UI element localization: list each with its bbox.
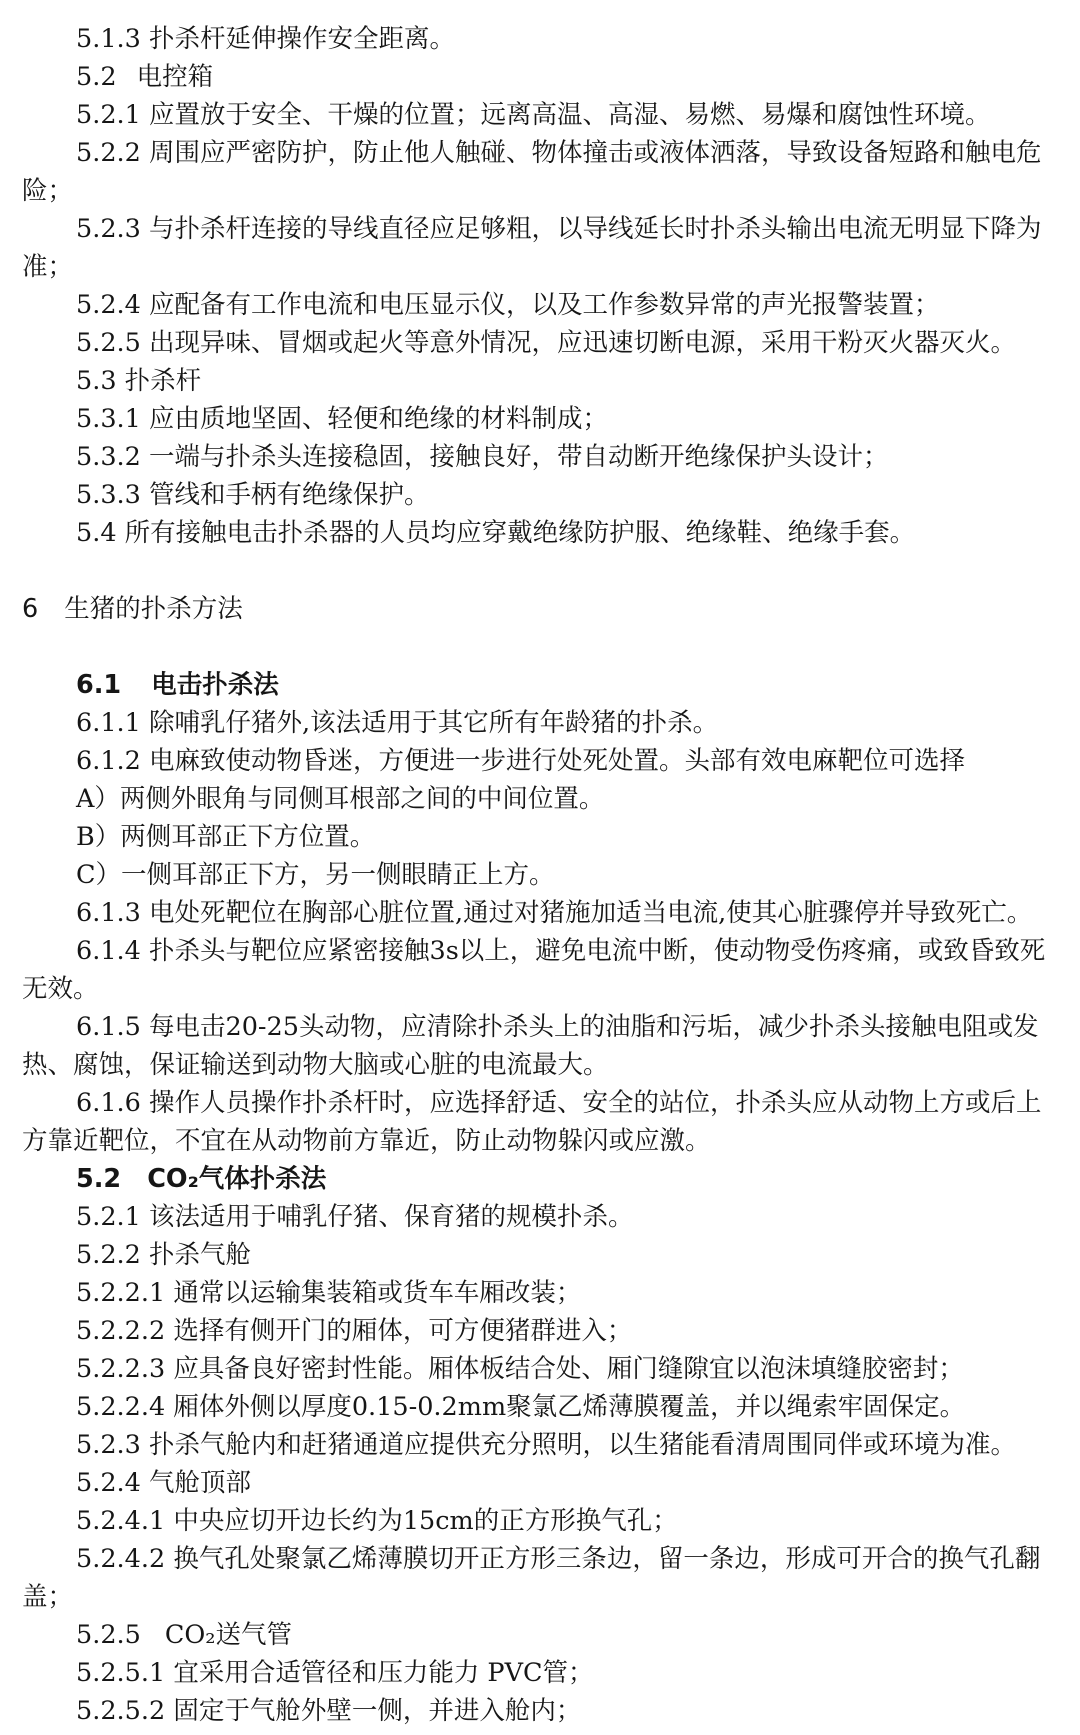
- section-6-heading: [22, 590, 1080, 628]
- clause-5-2-1: 5.2.1 应置放于安全、干燥的位置；远离高温、高湿、易燃、易爆和腐蚀性环境。: [76, 100, 991, 130]
- target-option-a: A）两侧外眼角与同侧耳根部之间的中间位置。: [76, 784, 605, 814]
- clause-5-2-4-1: 5.2.4.1 中央应切开边长约为15cm的正方形换气孔；: [76, 1506, 678, 1536]
- paragraph-5-2-4-2: [22, 1540, 1080, 1616]
- clause-5-1-3: 5.1.3 扑杀杆延伸操作安全距离。: [76, 24, 455, 54]
- clause-5-2-2-4: 5.2.2.4 厢体外侧以厚度0.15-0.2mm聚氯乙烯薄膜覆盖，并以绳索牢固保定。: [76, 1392, 966, 1422]
- target-option-c: C）一侧耳部正下方，另一侧眼睛正上方。: [76, 860, 555, 890]
- clause-5-2-2-2: 5.2.2.2 选择有侧开门的厢体，可方便猪群进入；: [76, 1316, 633, 1346]
- paragraph-line: 险；: [22, 176, 74, 206]
- paragraph-5-2-2: [22, 134, 1080, 210]
- heading-5-3-rod: 5.3 扑杀杆: [76, 366, 202, 396]
- paragraph-6-1-6: [22, 1084, 1080, 1160]
- paragraph-line: 6.1.6 操作人员操作扑杀杆时，应选择舒适、安全的站位，扑杀头应从动物上方或后上: [76, 1088, 1042, 1118]
- clause-5-3-3: 5.3.3 管线和手柄有绝缘保护。: [76, 480, 430, 510]
- clause-5-3-2: 5.3.2 一端与扑杀头连接稳固，接触良好，带自动断开绝缘保护头设计；: [76, 442, 889, 472]
- heading-5-2-electric-box: [22, 58, 1080, 96]
- heading-title: 电控箱: [136, 62, 214, 92]
- clause-6-1-2: 6.1.2 电麻致使动物昏迷，方便进一步进行处死处置。头部有效电麻靶位可选择: [76, 746, 965, 776]
- clause-5-2-5-2: 5.2.5.2 固定于气舱外壁一侧，并进入舱内；: [76, 1696, 582, 1726]
- heading-number: 5.2: [76, 1164, 122, 1194]
- clause-5-2-4: 5.2.4 应配备有工作电流和电压显示仪，以及工作参数异常的声光报警装置；: [76, 290, 940, 320]
- clause-6-1-1: 6.1.1 除哺乳仔猪外,该法适用于其它所有年龄猪的扑杀。: [76, 708, 719, 738]
- clause-5-2-5: 5.2.5 出现异味、冒烟或起火等意外情况，应迅速切断电源，采用干粉灭火器灭火。: [76, 328, 1016, 358]
- heading-number: 6.1: [76, 670, 122, 700]
- paragraph-line: 无效。: [22, 974, 99, 1004]
- heading-title: CO₂送气管: [164, 1620, 293, 1650]
- clause-5-4: 5.4 所有接触电击扑杀器的人员均应穿戴绝缘防护服、绝缘鞋、绝缘手套。: [76, 518, 916, 548]
- paragraph-line: 6.1.5 每电击20-25头动物，应清除扑杀头上的油脂和污垢，减少扑杀头接触电阻或发: [76, 1012, 1039, 1042]
- heading-number: 5.2.5: [76, 1620, 141, 1650]
- heading-5-2-4-roof: 5.2.4 气舱顶部: [76, 1468, 251, 1498]
- blank-line: [22, 628, 1080, 666]
- heading-5-2-co2-method: [22, 1160, 1080, 1198]
- clause-6-1-3: 6.1.3 电处死靶位在胸部心脏位置,通过对猪施加适当电流,使其心脏骤停并导致死亡。: [76, 898, 1033, 928]
- paragraph-line: 5.2.2 周围应严密防护，防止他人触碰、物体撞击或液体洒落，导致设备短路和触电危: [76, 138, 1042, 168]
- paragraph-line: 5.2.3 与扑杀杆连接的导线直径应足够粗，以导线延长时扑杀头输出电流无明显下降为: [76, 214, 1042, 244]
- clause-5-2-3-lighting: 5.2.3 扑杀气舱内和赶猪通道应提供充分照明，以生猪能看清周围同伴或环境为准。: [76, 1430, 1016, 1460]
- paragraph-6-1-4: [22, 932, 1080, 1008]
- clause-5-2-2-3: 5.2.2.3 应具备良好密封性能。厢体板结合处、厢门缝隙宜以泡沫填缝胶密封；: [76, 1354, 964, 1384]
- paragraph-line: 准；: [22, 252, 74, 282]
- paragraph-line: 热、腐蚀，保证输送到动物大脑或心脏的电流最大。: [22, 1050, 609, 1080]
- paragraph-6-1-5: [22, 1008, 1080, 1084]
- heading-5-2-5-co2-pipe: [22, 1616, 1080, 1654]
- clause-5-2-1-co2: 5.2.1 该法适用于哺乳仔猪、保育猪的规模扑杀。: [76, 1202, 634, 1232]
- clause-5-2-2-1: 5.2.2.1 通常以运输集装箱或货车车厢改装；: [76, 1278, 582, 1308]
- paragraph-line: 6.1.4 扑杀头与靶位应紧密接触3s以上，避免电流中断，使动物受伤疼痛，或致昏致死: [76, 936, 1046, 966]
- target-option-b: B）两侧耳部正下方位置。: [76, 822, 376, 852]
- paragraph-line: 盖；: [22, 1582, 74, 1612]
- clause-5-2-5-1: 5.2.5.1 宜采用合适管径和压力能力 PVC管；: [76, 1658, 594, 1688]
- heading-title: 生猪的扑杀方法: [64, 594, 243, 624]
- clause-5-3-1: 5.3.1 应由质地坚固、轻便和绝缘的材料制成；: [76, 404, 608, 434]
- heading-title: 电击扑杀法: [151, 670, 279, 700]
- blank-line: [22, 552, 1080, 590]
- heading-6-1-electric-method: [22, 666, 1080, 704]
- paragraph-5-2-3: [22, 210, 1080, 286]
- heading-number: 5.2: [76, 62, 117, 92]
- paragraph-line: 5.2.4.2 换气孔处聚氯乙烯薄膜切开正方形三条边，留一条边，形成可开合的换气孔翻: [76, 1544, 1041, 1574]
- heading-number: 6: [22, 594, 39, 624]
- paragraph-line: 方靠近靶位，不宜在从动物前方靠近，防止动物躲闪或应激。: [22, 1126, 711, 1156]
- heading-5-2-2-chamber: 5.2.2 扑杀气舱: [76, 1240, 251, 1270]
- heading-title: CO₂气体扑杀法: [147, 1164, 327, 1194]
